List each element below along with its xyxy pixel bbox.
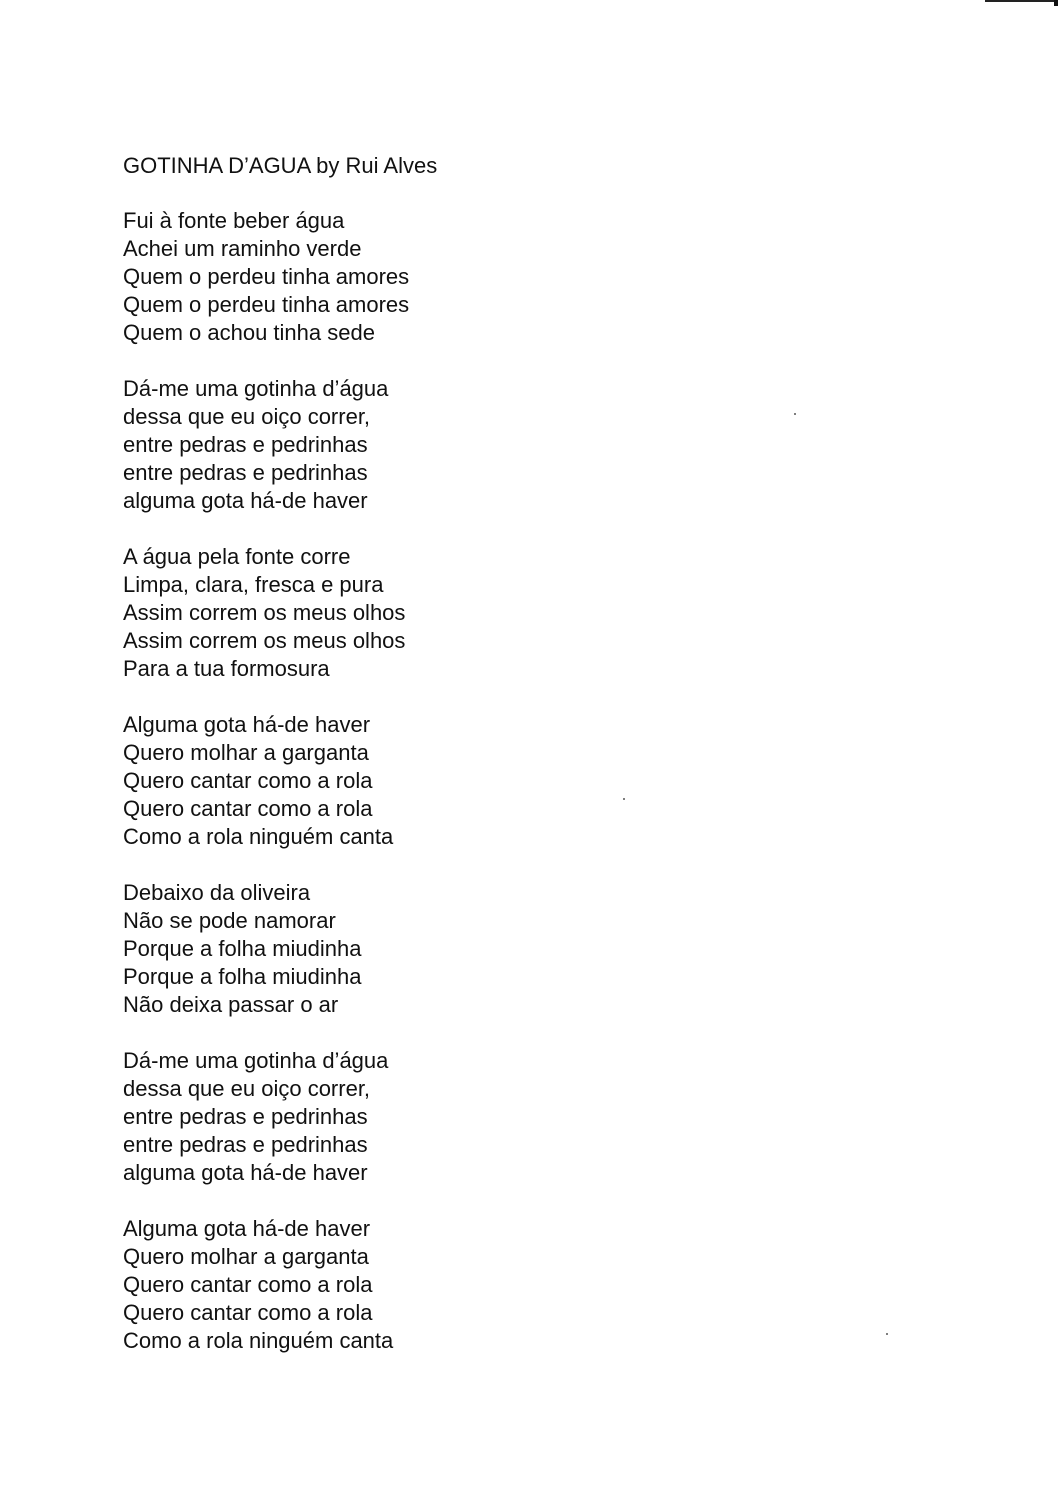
verse-line: Quem o perdeu tinha amores bbox=[123, 264, 410, 289]
verse-line: dessa que eu oiço correr, bbox=[123, 1076, 371, 1101]
document-title: GOTINHA D’AGUA by Rui Alves bbox=[123, 153, 438, 178]
verse-line: Quero molhar a garganta bbox=[123, 1244, 369, 1269]
verse-line: Quero cantar como a rola bbox=[123, 768, 373, 793]
verse-line: Assim correm os meus olhos bbox=[123, 628, 406, 653]
verse-line: Porque a folha miudinha bbox=[123, 936, 362, 961]
verse-line: alguma gota há-de haver bbox=[123, 1160, 368, 1185]
stanza bbox=[123, 1047, 437, 1187]
verse-line: Achei um raminho verde bbox=[123, 236, 362, 261]
verse-line: Para a tua formosura bbox=[123, 656, 330, 681]
stanza bbox=[123, 375, 437, 515]
scan-edge-mark bbox=[985, 0, 1055, 2]
scan-corner-mark bbox=[1054, 0, 1058, 6]
verse-line: Debaixo da oliveira bbox=[123, 880, 311, 905]
scan-speck bbox=[794, 413, 796, 415]
verse-line: Dá-me uma gotinha d’água bbox=[123, 1048, 389, 1073]
verse-line: Quero cantar como a rola bbox=[123, 1300, 373, 1325]
verse-line: Limpa, clara, fresca e pura bbox=[123, 572, 384, 597]
verse-line: Alguma gota há-de haver bbox=[123, 712, 371, 737]
stanza bbox=[123, 879, 437, 1019]
verse-line: Porque a folha miudinha bbox=[123, 964, 362, 989]
stanza bbox=[123, 543, 437, 683]
verse-line: Não se pode namorar bbox=[123, 908, 336, 933]
verse-line: Como a rola ninguém canta bbox=[123, 824, 394, 849]
verse-line: Quero molhar a garganta bbox=[123, 740, 369, 765]
verse-line: Não deixa passar o ar bbox=[123, 992, 339, 1017]
verse-line: dessa que eu oiço correr, bbox=[123, 404, 371, 429]
verse-line: entre pedras e pedrinhas bbox=[123, 1132, 368, 1157]
verse-line: alguma gota há-de haver bbox=[123, 488, 368, 513]
verse-line: Fui à fonte beber água bbox=[123, 208, 345, 233]
verse-line: entre pedras e pedrinhas bbox=[123, 1104, 368, 1129]
verse-line: Assim correm os meus olhos bbox=[123, 600, 406, 625]
lyrics-document bbox=[123, 152, 437, 1383]
verse-line: Dá-me uma gotinha d’água bbox=[123, 376, 389, 401]
verse-line: Quem o perdeu tinha amores bbox=[123, 292, 410, 317]
scan-speck bbox=[623, 798, 625, 800]
stanza bbox=[123, 1215, 437, 1355]
stanza bbox=[123, 711, 437, 851]
verse-line: Quem o achou tinha sede bbox=[123, 320, 375, 345]
verse-line: Quero cantar como a rola bbox=[123, 796, 373, 821]
stanza bbox=[123, 207, 437, 347]
verse-line: Como a rola ninguém canta bbox=[123, 1328, 394, 1353]
verse-line: entre pedras e pedrinhas bbox=[123, 432, 368, 457]
verse-line: Quero cantar como a rola bbox=[123, 1272, 373, 1297]
scan-speck bbox=[886, 1333, 888, 1335]
verse-line: entre pedras e pedrinhas bbox=[123, 460, 368, 485]
verse-line: Alguma gota há-de haver bbox=[123, 1216, 371, 1241]
verse-line: A água pela fonte corre bbox=[123, 544, 351, 569]
